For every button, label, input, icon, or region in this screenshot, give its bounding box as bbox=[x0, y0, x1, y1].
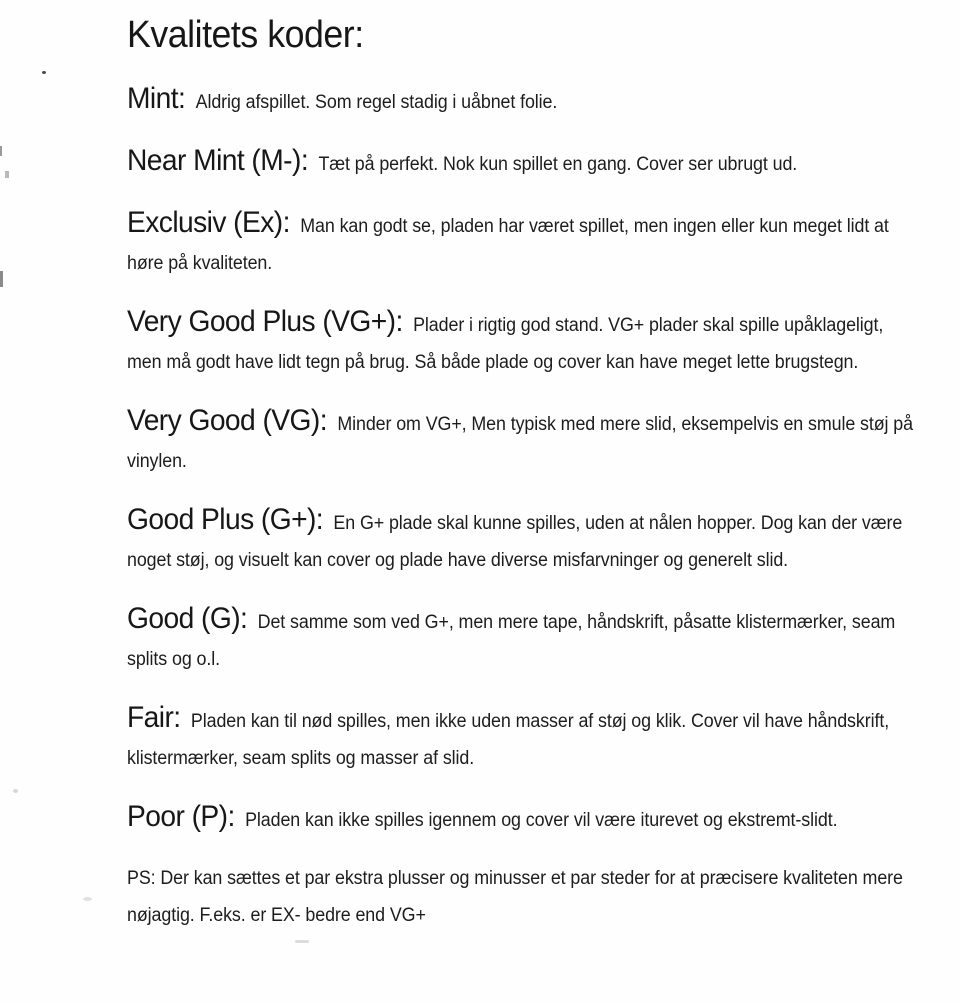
document-body bbox=[127, 12, 917, 934]
grade-desc-very-good-plus: Plader i rigtig god stand. VG+ plader skal spille upåklageligt, men må godt have lidt tegn på brug. Så både plade og cover kan have meget lette brugstegn. bbox=[127, 315, 884, 373]
grade-desc-poor: Pladen kan ikke spilles igennem og cover vil være iturevet og ekstremt-slidt. bbox=[245, 810, 838, 831]
grade-desc-exclusiv: Man kan godt se, pladen har været spillet, men ingen eller kun meget lidt at høre på kvaliteten. bbox=[127, 216, 889, 274]
grade-term-very-good: Very Good (VG): bbox=[127, 404, 327, 437]
postscript-note: PS: Der kan sættes et par ekstra plusser og minusser et par steder for at præcisere kvaliteten mere nøjagtig. F.eks. er EX- bedre end VG+ bbox=[127, 868, 903, 926]
grade-desc-good: Det samme som ved G+, men mere tape, håndskrift, påsatte klistermærker, seam splits og o.l. bbox=[127, 612, 896, 670]
scan-artifact bbox=[295, 940, 309, 943]
grade-term-good: Good (G): bbox=[127, 602, 248, 635]
grade-entry-poor bbox=[127, 798, 917, 839]
grade-entry-exclusiv bbox=[127, 204, 917, 282]
grade-entry-good-plus bbox=[127, 501, 917, 579]
scan-artifact bbox=[42, 71, 46, 74]
grade-desc-good-plus: En G+ plade skal kunne spilles, uden at nålen hopper. Dog kan der være noget støj, og visuelt kan cover og plade have diverse misfarvninger og generelt slid. bbox=[127, 513, 903, 571]
grade-entry-near-mint bbox=[127, 142, 917, 183]
scan-artifact bbox=[0, 146, 2, 156]
grade-desc-very-good: Minder om VG+, Men typisk med mere slid, eksempelvis en smule støj på vinylen. bbox=[127, 414, 913, 472]
grade-entry-very-good-plus bbox=[127, 303, 917, 381]
document-title: Kvalitets koder: bbox=[127, 14, 364, 56]
grade-desc-near-mint: Tæt på perfekt. Nok kun spillet en gang. Cover ser ubrugt ud. bbox=[318, 154, 798, 175]
scan-artifact bbox=[5, 171, 9, 178]
grade-term-mint: Mint: bbox=[127, 82, 186, 115]
grade-desc-mint: Aldrig afspillet. Som regel stadig i uåbnet folie. bbox=[195, 92, 558, 113]
grade-desc-fair: Pladen kan til nød spilles, men ikke uden masser af støj og klik. Cover vil have håndskrift, klistermærker, seam splits og masser af slid. bbox=[127, 711, 890, 769]
grade-entry-fair bbox=[127, 699, 917, 777]
grade-term-exclusiv: Exclusiv (Ex): bbox=[127, 206, 290, 239]
scan-artifact bbox=[13, 789, 18, 793]
grade-term-fair: Fair: bbox=[127, 701, 181, 734]
grade-term-very-good-plus: Very Good Plus (VG+): bbox=[127, 305, 403, 338]
grade-entry-mint bbox=[127, 80, 917, 121]
scan-artifact bbox=[0, 271, 3, 287]
grade-term-good-plus: Good Plus (G+): bbox=[127, 503, 324, 536]
grade-entry-very-good bbox=[127, 402, 917, 480]
grade-term-poor: Poor (P): bbox=[127, 800, 235, 833]
grade-entry-good bbox=[127, 600, 917, 678]
grade-term-near-mint: Near Mint (M-): bbox=[127, 144, 309, 177]
scan-artifact bbox=[83, 897, 92, 901]
